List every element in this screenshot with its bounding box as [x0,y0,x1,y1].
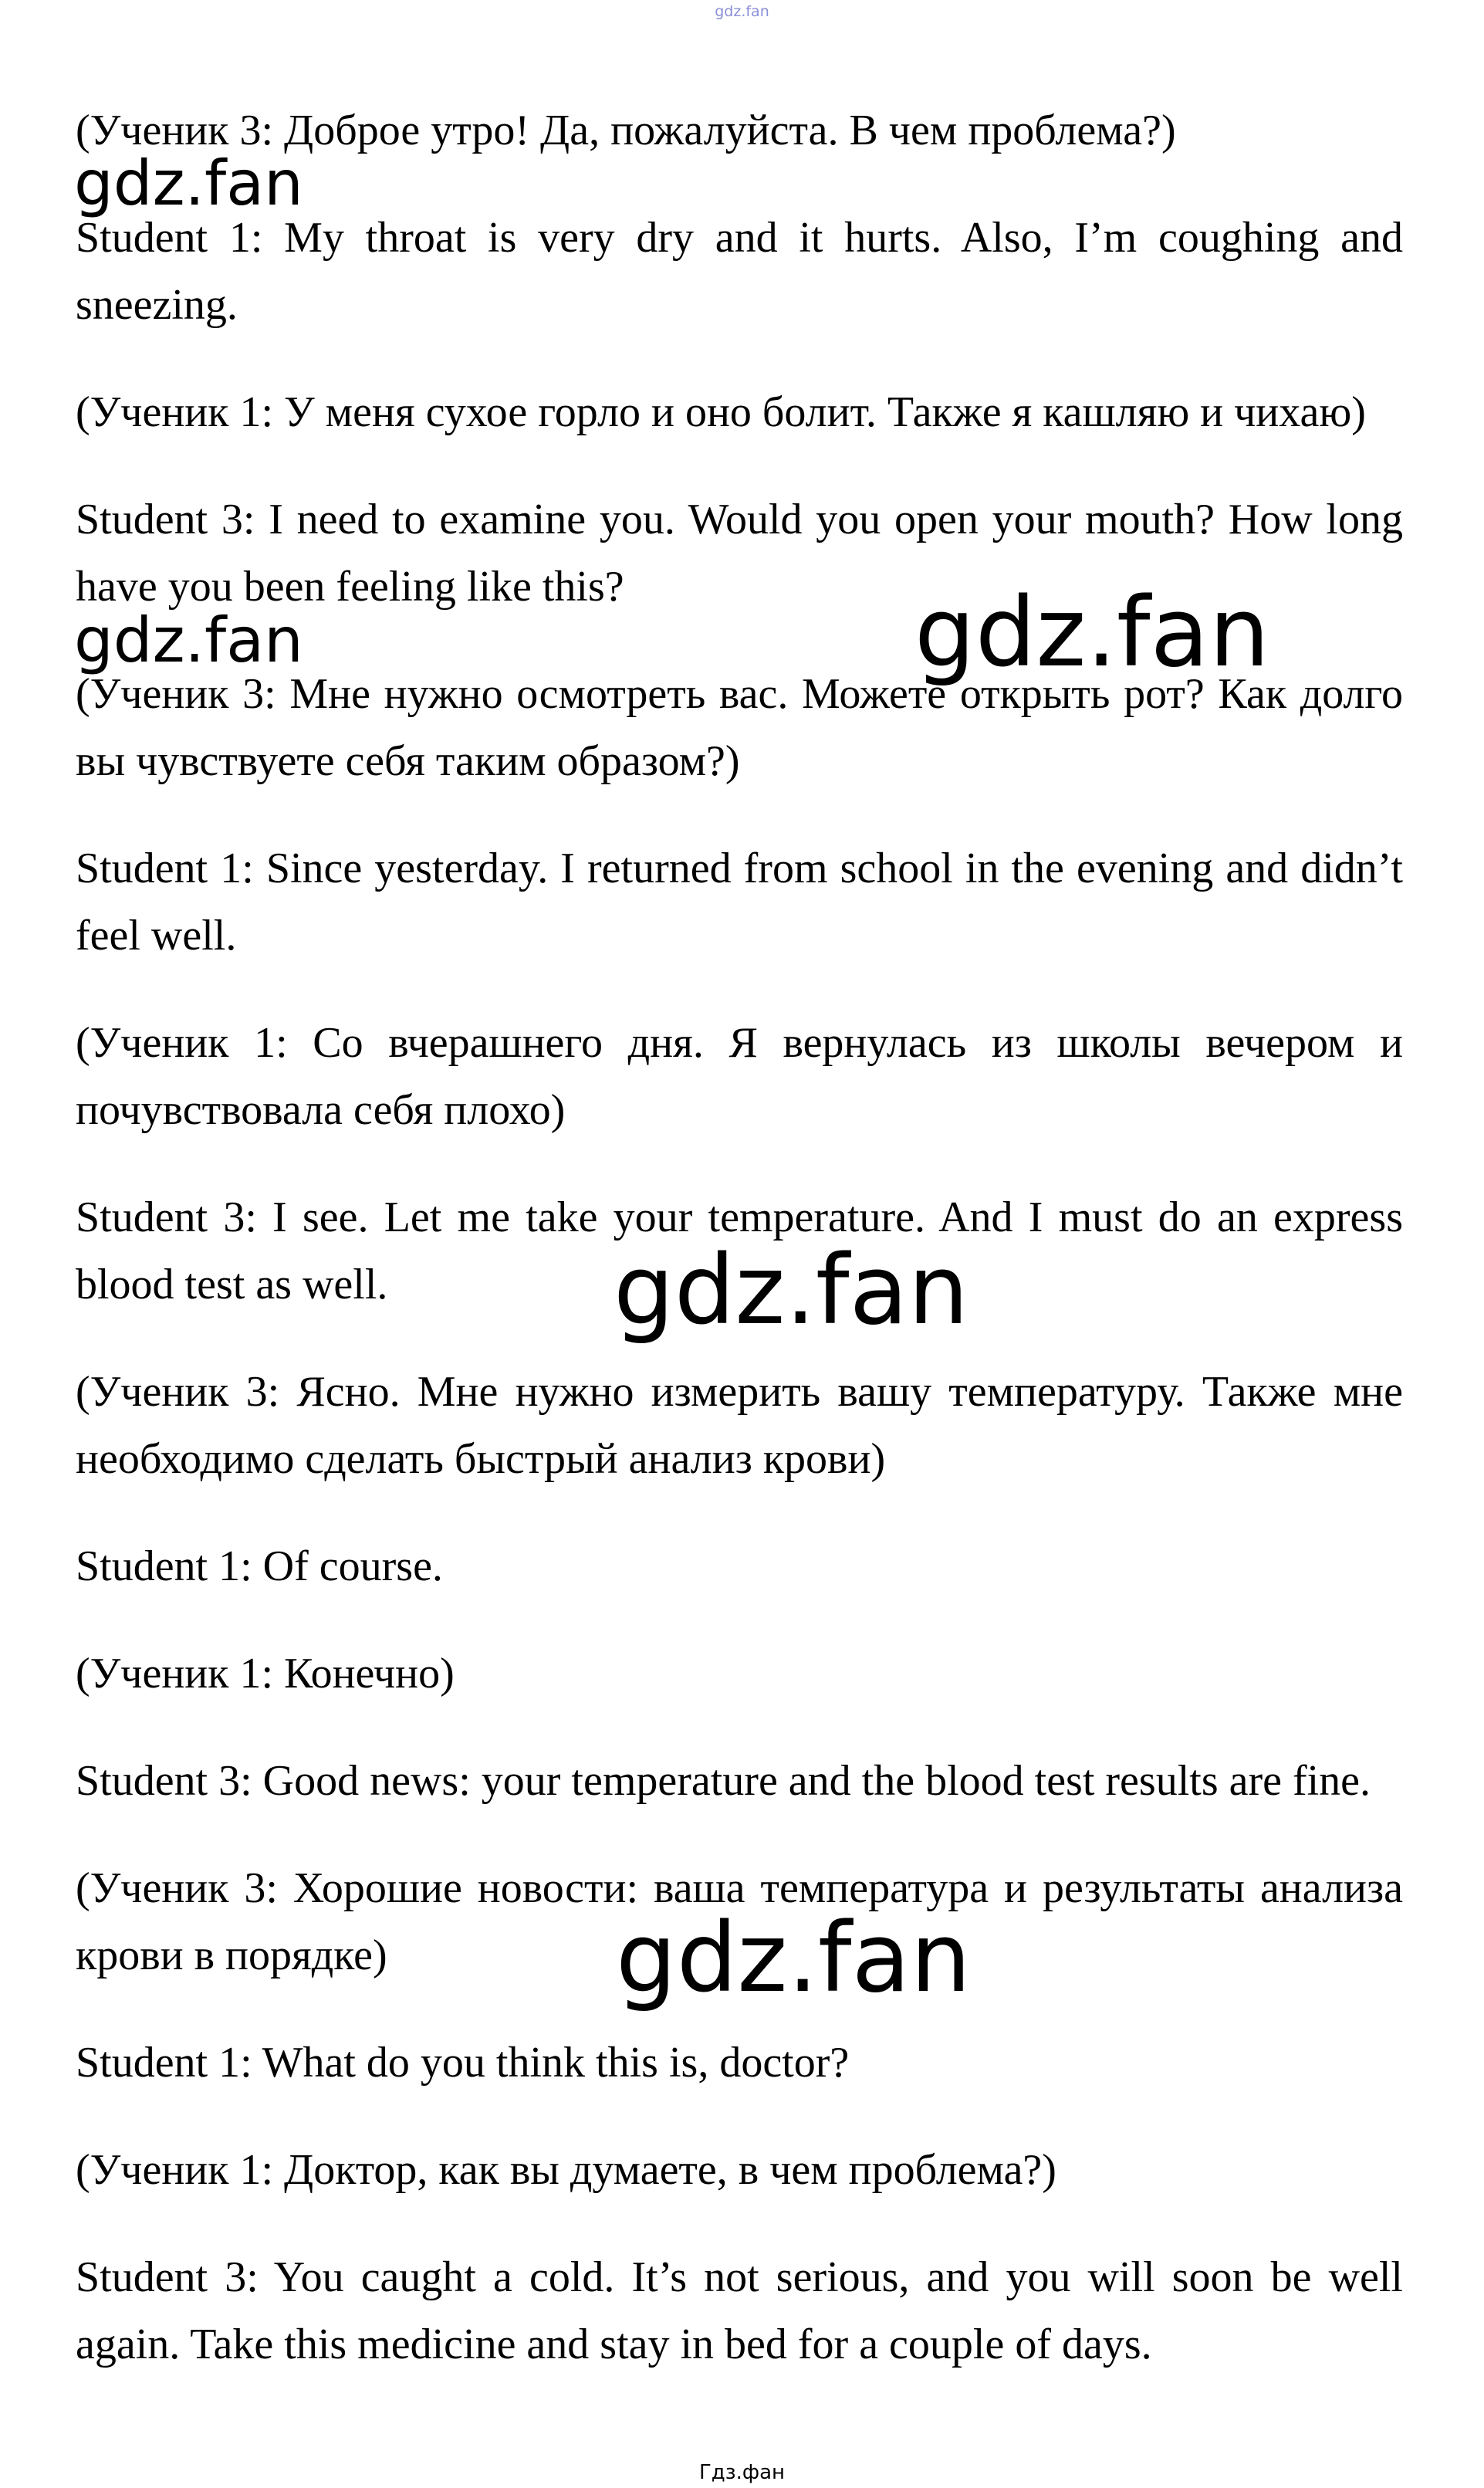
page-footer-site: Гдз.фан [698,2461,786,2484]
watermark: gdz.fan [74,147,303,219]
paragraph: (Ученик 3: Доброе утро! Да, пожалуйста. В чем проблема?) [76,107,1176,154]
paragraph: Student 3: I see. Let me take your temperature. And I must do an express blood test as well. [76,1193,1403,1308]
paragraph: Student 1: My throat is very dry and it hurts. Also, I’m coughing and sneezing. [76,214,1403,329]
page-header-site: gdz.fan [715,3,769,20]
paragraph: (Ученик 3: Мне нужно осмотреть вас. Можете открыть рот? Как долго вы чувствуете себя таким образом?) [76,670,1403,785]
watermark: gdz.fan [616,1903,972,2014]
paragraph: Student 1: Since yesterday. I returned from school in the evening and didn’t feel well. [76,845,1403,960]
watermark: gdz.fan [614,1235,969,1346]
paragraph: (Ученик 1: Доктор, как вы думаете, в чем проблема?) [76,2146,1056,2194]
paragraph: Student 3: You caught a cold. It’s not serious, and you will soon be well again. Take this medicine and stay in bed for a couple of days. [76,2253,1403,2368]
paragraph: Student 1: What do you think this is, doctor? [76,2039,850,2087]
paragraph: (Ученик 1: Конечно) [76,1650,455,1698]
paragraph: (Ученик 1: Со вчерашнего дня. Я вернулась из школы вечером и почувствовала себя плохо) [76,1019,1403,1134]
paragraph: (Ученик 3: Хорошие новости: ваша температура и результаты анализа крови в порядке) [76,1864,1403,1979]
paragraph: Student 1: Of course. [76,1542,443,1590]
paragraph: Student 3: Good news: your temperature and the blood test results are fine. [76,1757,1371,1805]
paragraph: (Ученик 3: Ясно. Мне нужно измерить вашу температуру. Также мне необходимо сделать быстрый анализ крови) [76,1368,1403,1483]
paragraph: (Ученик 1: У меня сухое горло и оно болит. Также я кашляю и чихаю) [76,388,1366,436]
paragraph: Student 3: I need to examine you. Would you open your mouth? How long have you been feeling like this? [76,496,1403,611]
watermark: gdz.fan [914,577,1270,689]
watermark: gdz.fan [74,604,303,676]
